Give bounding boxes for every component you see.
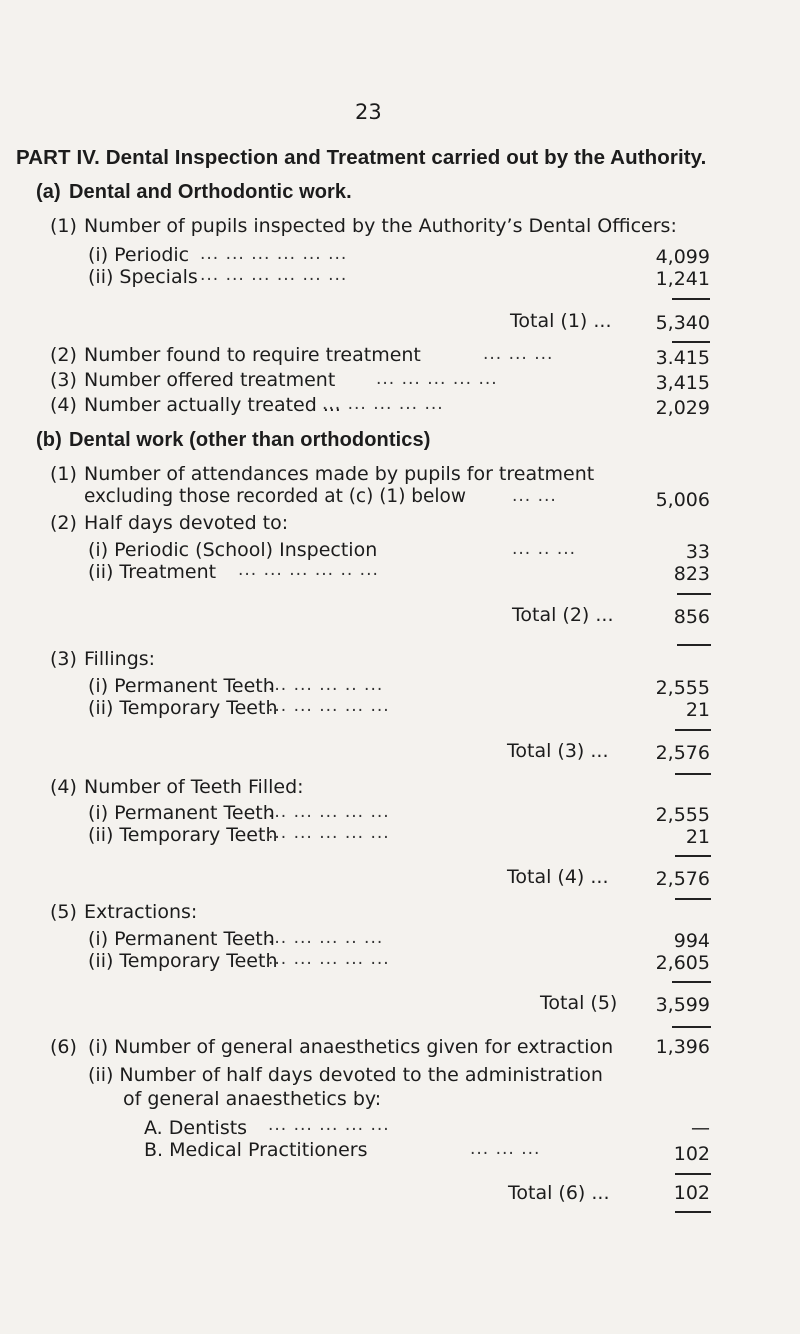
b5-num: (5) (50, 901, 77, 923)
rule (672, 981, 711, 983)
leader-dots: ... ... ... ... ... (376, 369, 498, 389)
a2-text: Number found to require treatment (84, 344, 421, 366)
a1-num: (1) (50, 215, 77, 237)
a1-periodic-label: (i) Periodic (88, 244, 190, 266)
b6-dentists-value: — (691, 1117, 710, 1139)
b2-total-label: Total (2) ... (512, 604, 614, 626)
a1-total-label: Total (1) ... (510, 310, 612, 332)
b2-periodic-label: (i) Periodic (School) Inspection (88, 539, 378, 561)
rule (675, 729, 711, 731)
rule (672, 1026, 711, 1028)
a4-num: (4) (50, 394, 77, 416)
b2-treatment-label: (ii) Treatment (88, 561, 217, 583)
b3-num: (3) (50, 648, 77, 670)
a3-num: (3) (50, 369, 77, 391)
b1-value: 5,006 (655, 489, 710, 511)
b3-temporary-label: (ii) Temporary Teeth (88, 697, 278, 719)
b2-total-value: 856 (673, 606, 710, 628)
b4-permanent-value: 2,555 (655, 804, 710, 826)
a2-num: (2) (50, 344, 77, 366)
b3-permanent-label: (i) Permanent Teeth (88, 675, 275, 697)
leader-dots: ... ... ... ... ... (268, 1115, 390, 1135)
b6-halfdays-line1: (ii) Number of half days devoted to the administration (88, 1064, 603, 1086)
leader-dots: ... ... ... ... .. ... (238, 560, 379, 580)
leader-dots: ... ... ... .. ... (268, 928, 384, 948)
b1-num: (1) (50, 463, 77, 485)
a1-specials-label: (ii) Specials (88, 266, 198, 288)
b5-permanent-value: 994 (673, 930, 710, 952)
leader-dots: ... ... ... (483, 344, 554, 364)
b6-halfdays-line2: of general anaesthetics by: (123, 1088, 382, 1110)
b2-num: (2) (50, 512, 77, 534)
a4-value: 2,029 (655, 397, 710, 419)
leader-dots: ... ... ... (470, 1139, 541, 1159)
b5-total-label: Total (5) (540, 992, 618, 1014)
b6-general-label: (i) Number of general anaesthetics given for extraction (88, 1036, 614, 1058)
leader-dots: ... ... ... ... ... (268, 949, 390, 969)
b6-total-label: Total (6) ... (508, 1182, 610, 1204)
b5-total-value: 3,599 (655, 994, 710, 1016)
rule (675, 855, 711, 857)
b2-text: Half days devoted to: (84, 512, 289, 534)
b6-medical-label: B. Medical Practitioners (144, 1139, 368, 1161)
leader-dots: ... ... ... ... ... (322, 394, 444, 414)
a4-text: Number actually treated ... (84, 394, 341, 416)
b5-temporary-value: 2,605 (655, 952, 710, 974)
b1-line1: Number of attendances made by pupils for treatment (84, 463, 595, 485)
b4-temporary-value: 21 (685, 826, 710, 848)
b4-temporary-label: (ii) Temporary Teeth (88, 824, 278, 846)
b5-text: Extractions: (84, 901, 198, 923)
b1-line2: excluding those recorded at (c) (1) below (84, 486, 467, 507)
section-b-title: Dental work (other than orthodontics) (69, 429, 431, 451)
leader-dots: ... ... ... ... ... ... (200, 265, 348, 285)
a3-text: Number offered treatment (84, 369, 336, 391)
b2-periodic-value: 33 (685, 541, 710, 563)
b3-permanent-value: 2,555 (655, 677, 710, 699)
leader-dots: ... ... ... ... ... (268, 823, 390, 843)
b3-total-value: 2,576 (655, 742, 710, 764)
b4-num: (4) (50, 776, 77, 798)
leader-dots: ... ... ... ... ... (268, 696, 390, 716)
b4-total-label: Total (4) ... (507, 866, 609, 888)
rule (675, 1173, 711, 1175)
rule (675, 898, 711, 900)
rule (677, 644, 711, 646)
b5-temporary-label: (ii) Temporary Teeth (88, 950, 278, 972)
b5-permanent-label: (i) Permanent Teeth (88, 928, 275, 950)
b6-total-value: 102 (673, 1182, 710, 1204)
rule (672, 298, 710, 300)
b3-total-label: Total (3) ... (507, 740, 609, 762)
b4-text: Number of Teeth Filled: (84, 776, 304, 798)
rule (677, 593, 711, 595)
leader-dots: ... ... ... .. ... (268, 675, 384, 695)
a1-periodic-value: 4,099 (655, 246, 710, 268)
b4-total-value: 2,576 (655, 868, 710, 890)
a1-specials-value: 1,241 (655, 268, 710, 290)
leader-dots: ... ... ... ... ... (268, 802, 390, 822)
a1-text: Number of pupils inspected by the Authority’s Dental Officers: (84, 215, 677, 237)
part-title: PART IV. Dental Inspection and Treatment carried out by the Authority. (16, 146, 707, 169)
leader-dots: ... ... (512, 486, 557, 506)
section-b-label: (b) (36, 429, 62, 451)
b6-general-value: 1,396 (655, 1036, 710, 1058)
b3-temporary-value: 21 (685, 699, 710, 721)
rule (675, 773, 711, 775)
b3-text: Fillings: (84, 648, 156, 670)
b4-permanent-label: (i) Permanent Teeth (88, 802, 275, 824)
b6-medical-value: 102 (673, 1143, 710, 1165)
page-number: 23 (355, 100, 382, 124)
section-a-label: (a) (36, 181, 61, 203)
a2-value: 3.415 (655, 347, 710, 369)
section-a-title: Dental and Orthodontic work. (69, 181, 352, 203)
b6-num: (6) (50, 1036, 77, 1058)
a3-value: 3,415 (655, 372, 710, 394)
b2-treatment-value: 823 (673, 563, 710, 585)
leader-dots: ... .. ... (512, 539, 577, 559)
rule (672, 341, 710, 343)
b6-dentists-label: A. Dentists (144, 1117, 248, 1139)
a1-total-value: 5,340 (655, 312, 710, 334)
leader-dots: ... ... ... ... ... ... (200, 244, 348, 264)
rule (675, 1211, 711, 1213)
